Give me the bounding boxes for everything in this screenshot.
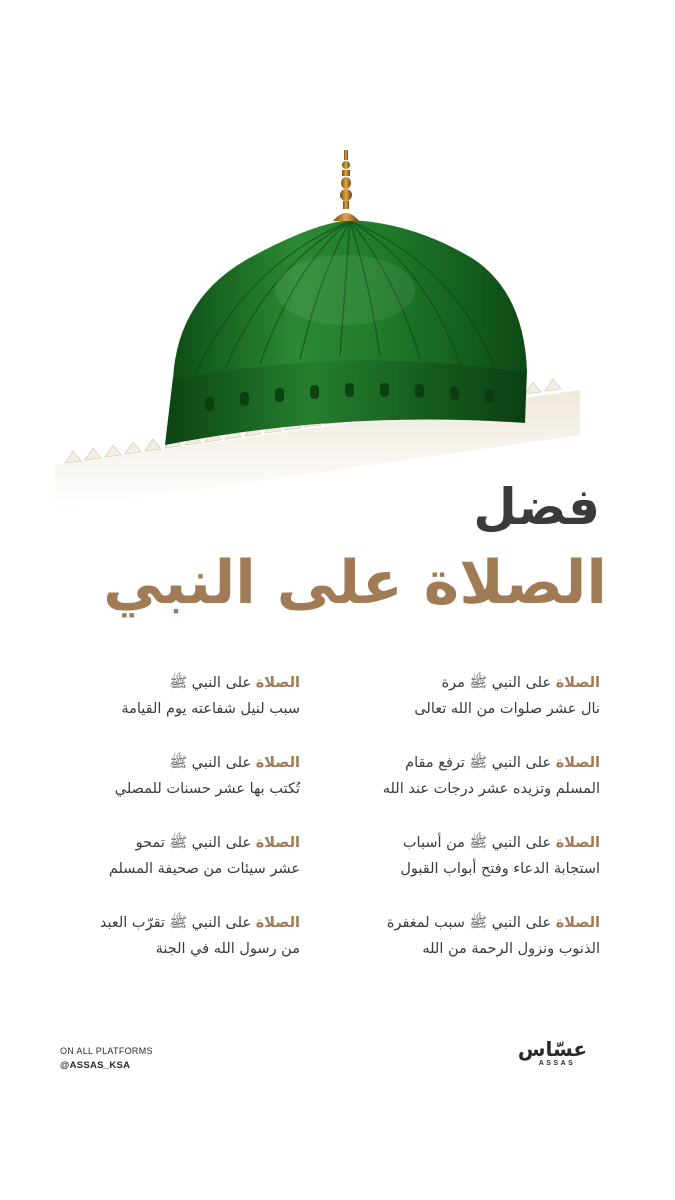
virtue-highlight: الصلاة bbox=[555, 675, 600, 691]
virtue-line-1: على النبي ﷺ bbox=[169, 675, 256, 691]
virtue-item-2 bbox=[45, 670, 300, 750]
virtue-highlight: الصلاة bbox=[555, 915, 600, 931]
virtue-item-4 bbox=[45, 750, 300, 830]
virtue-item-7 bbox=[345, 910, 600, 990]
virtue-item-8 bbox=[45, 910, 300, 990]
green-dome-image bbox=[55, 145, 580, 525]
title-line-1: فضل bbox=[473, 478, 600, 536]
virtue-highlight: الصلاة bbox=[255, 835, 300, 851]
virtue-item-5 bbox=[345, 830, 600, 910]
virtue-line-1: على النبي ﷺ تمحو bbox=[135, 835, 256, 851]
virtue-line-1: على النبي ﷺ ترفع مقام bbox=[405, 755, 556, 771]
logo-latin: ASSAS bbox=[538, 1060, 576, 1067]
virtue-line-2: المسلم وتزيده عشر درجات عند الله bbox=[382, 781, 600, 797]
virtue-line-2: من رسول الله في الجنة bbox=[155, 941, 300, 957]
virtue-line-2: سبب لنيل شفاعته يوم القيامة bbox=[121, 701, 300, 717]
virtue-line-1: على النبي ﷺ مرة bbox=[441, 675, 556, 691]
virtue-line-2: استجابة الدعاء وفتح أبواب القبول bbox=[400, 861, 600, 877]
virtue-line-2: نال عشر صلوات من الله تعالى bbox=[414, 701, 600, 717]
virtue-item-1 bbox=[345, 670, 600, 750]
virtue-highlight: الصلاة bbox=[555, 835, 600, 851]
virtue-highlight: الصلاة bbox=[255, 755, 300, 771]
green-dome-icon bbox=[55, 145, 580, 525]
virtue-highlight: الصلاة bbox=[255, 915, 300, 931]
virtues-grid bbox=[45, 670, 600, 990]
virtue-line-2: الذنوب ونزول الرحمة من الله bbox=[422, 941, 600, 957]
logo-arabic: عسّاس bbox=[517, 1037, 587, 1061]
brand-logo bbox=[517, 1037, 587, 1067]
social-handle[interactable]: @ASSAS_KSA bbox=[60, 1060, 131, 1071]
platforms-label: ON ALL PLATFORMS bbox=[60, 1046, 153, 1056]
virtue-item-6 bbox=[45, 830, 300, 910]
virtue-line-1: على النبي ﷺ bbox=[169, 755, 256, 771]
virtue-highlight: الصلاة bbox=[255, 675, 300, 691]
virtue-highlight: الصلاة bbox=[555, 755, 600, 771]
virtue-line-1: على النبي ﷺ من أسباب bbox=[402, 835, 556, 851]
virtue-line-1: على النبي ﷺ سبب لمغفرة bbox=[386, 915, 556, 931]
social-footer bbox=[60, 1046, 153, 1071]
virtue-line-2: تُكتب بها عشر حسنات للمصلي bbox=[114, 781, 300, 797]
virtue-line-1: على النبي ﷺ تقرّب العبد bbox=[99, 915, 256, 931]
title-line-2: الصلاة على النبي bbox=[103, 548, 607, 618]
virtue-item-3 bbox=[345, 750, 600, 830]
virtue-line-2: عشر سيئات من صحيفة المسلم bbox=[108, 861, 300, 877]
